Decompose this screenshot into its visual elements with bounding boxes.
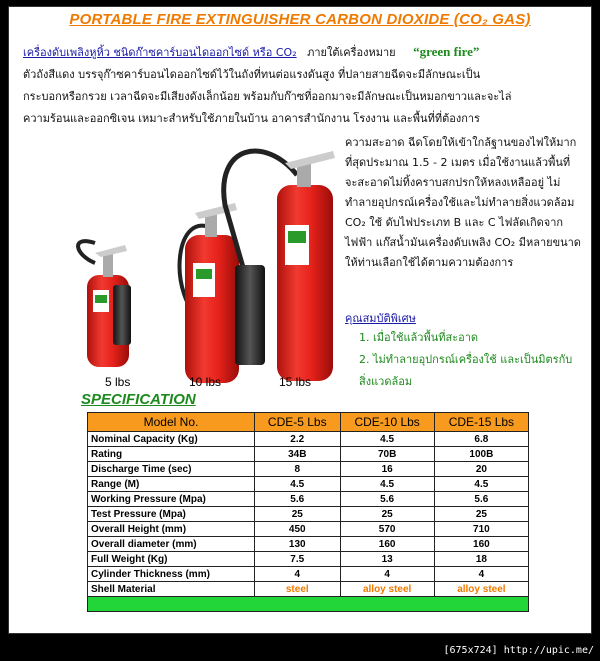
- size-caption-15: 15 lbs: [279, 375, 312, 389]
- extinguisher-photo: [65, 135, 341, 391]
- brand-name: “green fire”: [413, 44, 480, 59]
- spec-value-cell: 13: [340, 552, 434, 567]
- spec-value-cell: 130: [255, 537, 341, 552]
- table-row: [88, 447, 529, 462]
- properties-list: [359, 327, 579, 393]
- intro-head: เครื่องดับเพลิงหูหิ้ว ชนิดก๊าซคาร์บอนไดออกไซด์ หรือ CO₂: [23, 46, 297, 59]
- spec-value-cell: 4: [340, 567, 434, 582]
- header-cde10: CDE-10 Lbs: [340, 413, 434, 432]
- green-footer-bar: [88, 597, 529, 612]
- properties-title: คุณสมบัติพิเศษ: [345, 312, 416, 325]
- spec-table: [87, 412, 529, 612]
- product-description: ความสะอาด ฉีดโดยให้เข้าใกล้ฐานของไฟให้มากที่สุดประมาณ 1.5 - 2 เมตร เมื่อใช้งานแล้วพื้นที่จะสะอาดไม่ทิ้งคราบสกปรกให้หลงเหลืออยู่ ไม่ทำลายอุปกรณ์เครื่องใช้และไม่ทำลายสิ่งแวดล้อม CO₂ ใช้ ดับไฟประเภท B และ C ไฟลัดเกิดจากไฟฟ้า แก๊สน้ำมันเครื่องดับเพลิง CO₂ มีหลายขนาดให้ท่านเลือกใช้ได้ตามความต้องการ: [345, 136, 581, 269]
- table-row: [88, 477, 529, 492]
- spec-label-cell: Overall diameter (mm): [88, 537, 255, 552]
- spec-value-cell: 25: [340, 507, 434, 522]
- table-row: [88, 567, 529, 582]
- spec-label-cell: Working Pressure (Mpa): [88, 492, 255, 507]
- header-model: Model No.: [88, 413, 255, 432]
- spec-value-cell: 4.5: [340, 477, 434, 492]
- spec-value-cell: steel: [255, 582, 341, 597]
- size-caption-10: 10 lbs: [189, 375, 222, 389]
- spec-label-cell: Overall Height (mm): [88, 522, 255, 537]
- size-caption-5: 5 lbs: [105, 375, 131, 389]
- page-title: PORTABLE FIRE EXTINGUISHER CARBON DIOXIDE (CO₂ GAS): [69, 11, 531, 28]
- spec-value-cell: 7.5: [255, 552, 341, 567]
- spec-value-cell: 25: [255, 507, 341, 522]
- table-row: [88, 552, 529, 567]
- spec-value-cell: 4.5: [340, 432, 434, 447]
- spec-value-cell: 70B: [340, 447, 434, 462]
- spec-label-cell: Test Pressure (Mpa): [88, 507, 255, 522]
- table-row: [88, 582, 529, 597]
- spec-value-cell: 4.5: [434, 477, 528, 492]
- spec-label-cell: Nominal Capacity (Kg): [88, 432, 255, 447]
- spec-value-cell: 5.6: [340, 492, 434, 507]
- intro-line-1: [23, 41, 579, 64]
- header-cde5: CDE-5 Lbs: [255, 413, 341, 432]
- spec-value-cell: alloy steel: [434, 582, 528, 597]
- extinguisher-5lbs: [78, 241, 131, 367]
- spec-label-cell: Full Weight (Kg): [88, 552, 255, 567]
- spec-label-cell: Range (M): [88, 477, 255, 492]
- table-row: [88, 432, 529, 447]
- property-item: 1. เมื่อใช้แล้วพื้นที่สะอาด: [359, 331, 479, 344]
- watermark: [675x724] http://upic.me/: [443, 645, 594, 656]
- spec-value-cell: 34B: [255, 447, 341, 462]
- spec-value-cell: 5.6: [434, 492, 528, 507]
- spec-label-cell: Rating: [88, 447, 255, 462]
- spec-value-cell: 2.2: [255, 432, 341, 447]
- spec-value-cell: 160: [340, 537, 434, 552]
- spec-header-row: [88, 413, 529, 432]
- spec-value-cell: 18: [434, 552, 528, 567]
- intro-line-2: ตัวถังสีแดง บรรจุก๊าซคาร์บอนไดออกไซด์ไว้ในถังที่ทนต่อแรงดันสูง ที่ปลายสายฉีดจะมีลักษณะเป็น: [23, 68, 481, 81]
- table-row: [88, 492, 529, 507]
- spec-value-cell: 4.5: [255, 477, 341, 492]
- table-row: [88, 537, 529, 552]
- spec-value-cell: 570: [340, 522, 434, 537]
- spec-value-cell: 16: [340, 462, 434, 477]
- spec-value-cell: 5.6: [255, 492, 341, 507]
- spec-value-cell: alloy steel: [340, 582, 434, 597]
- spec-value-cell: 100B: [434, 447, 528, 462]
- spec-value-cell: 25: [434, 507, 528, 522]
- spec-label-cell: Discharge Time (sec): [88, 462, 255, 477]
- spec-value-cell: 450: [255, 522, 341, 537]
- spec-value-cell: 8: [255, 462, 341, 477]
- spec-label-cell: Shell Material: [88, 582, 255, 597]
- spec-value-cell: 4: [434, 567, 528, 582]
- table-row: [88, 522, 529, 537]
- spec-title: SPECIFICATION: [81, 391, 196, 408]
- intro-paragraph: [23, 41, 579, 130]
- spec-value-cell: 4: [255, 567, 341, 582]
- spec-value-cell: 6.8: [434, 432, 528, 447]
- extinguisher-15lbs: [224, 151, 335, 381]
- table-row: [88, 462, 529, 477]
- header-cde15: CDE-15 Lbs: [434, 413, 528, 432]
- property-item: 2. ไม่ทำลายอุปกรณ์เครื่องใช้ และเป็นมิตรกับสิ่งแวดล้อม: [359, 353, 573, 388]
- spec-value-cell: 160: [434, 537, 528, 552]
- brand-prefix: ภายใต้เครื่องหมาย: [307, 46, 396, 59]
- intro-line-4: ความร้อนและออกซิเจน เหมาะสำหรับใช้ภายในบ้าน อาคารสำนักงาน โรงงาน และพื้นที่ที่ต้องการ: [23, 112, 480, 125]
- intro-line-3: กระบอกหรือกรวย เวลาฉีดจะมีเสียงดังเล็กน้อย พร้อมกับก๊าซที่ออกมาจะมีลักษณะเป็นหมอกขาวและจะไล่: [23, 90, 512, 103]
- green-footer-cell: [88, 597, 529, 612]
- spec-value-cell: 710: [434, 522, 528, 537]
- spec-value-cell: 20: [434, 462, 528, 477]
- spec-label-cell: Cylinder Thickness (mm): [88, 567, 255, 582]
- product-sheet: [8, 6, 592, 634]
- table-row: [88, 507, 529, 522]
